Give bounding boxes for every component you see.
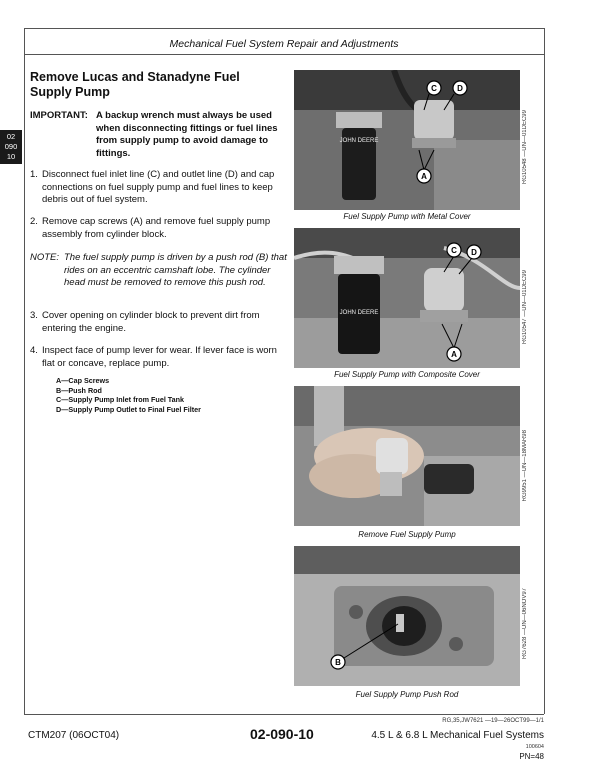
callout-label: C bbox=[431, 84, 437, 93]
footer-page-number: 02-090-10 bbox=[250, 726, 314, 742]
figure-code: RG10547 —UN—01DEC99 bbox=[522, 270, 528, 345]
header-rule bbox=[24, 28, 544, 29]
side-tab-line: 10 bbox=[6, 152, 16, 161]
important-notice bbox=[30, 110, 285, 160]
important-label: IMPORTANT: bbox=[30, 110, 88, 121]
step-item bbox=[30, 310, 288, 335]
figure-remove-pump-photo bbox=[294, 386, 520, 526]
footer-manual-id: CTM207 (06OCT04) bbox=[28, 730, 120, 741]
frame-right-rule bbox=[544, 54, 545, 714]
legend-item: A—Cap Screws bbox=[56, 376, 110, 385]
filter-brand-text: JOHN DEERE bbox=[339, 138, 379, 144]
legend-item: B—Push Rod bbox=[56, 385, 102, 395]
figure-code: RG7628 —UN—06NOV97 bbox=[522, 588, 528, 660]
step-number: 3. bbox=[30, 310, 38, 321]
header-divider bbox=[24, 54, 544, 55]
important-text: A backup wrench must always be used when disconnecting fittings or fuel lines from supply pump to avoid damage to fittings. bbox=[96, 110, 278, 159]
note-block bbox=[30, 252, 288, 290]
step-text: Remove cap screws (A) and remove fuel supply pump assembly from cylinder block. bbox=[42, 216, 271, 240]
callout-label: A bbox=[451, 350, 457, 359]
figure-caption: Remove Fuel Supply Pump bbox=[358, 530, 456, 539]
step-item bbox=[30, 216, 288, 241]
footer-manual-title: 4.5 L & 6.8 L Mechanical Fuel Systems bbox=[371, 730, 544, 741]
step-number: 1. bbox=[30, 169, 38, 180]
step-number: 2. bbox=[30, 216, 38, 227]
callout-label: C bbox=[451, 246, 457, 255]
note-text: The fuel supply pump is driven by a push rod (B) that rides on an eccentric camshaft lobe. The cylinder head must be removed to remove this push rod. bbox=[64, 252, 287, 288]
figure-caption: Fuel Supply Pump Push Rod bbox=[355, 690, 459, 699]
step-item bbox=[30, 169, 288, 207]
section-title: Remove Lucas and Stanadyne Fuel Supply Pump bbox=[30, 70, 240, 99]
step-item bbox=[30, 345, 288, 370]
step-text: Cover opening on cylinder block to prevent dirt from entering the engine. bbox=[42, 310, 260, 334]
figure-caption: Fuel Supply Pump with Metal Cover bbox=[343, 212, 471, 221]
callout-label: D bbox=[457, 84, 463, 93]
step-number: 4. bbox=[30, 345, 38, 356]
reference-code: RG,35,JW7621 —19—26OCT99—1/1 bbox=[442, 718, 544, 724]
frame-left-rule bbox=[24, 54, 25, 714]
filter-brand-text: JOHN DEERE bbox=[339, 310, 379, 316]
figure-code: RG10548 —UN—01DEC99 bbox=[522, 110, 528, 185]
page-header-title: Mechanical Fuel System Repair and Adjustments bbox=[169, 38, 399, 50]
figure-push-rod-photo bbox=[294, 546, 520, 686]
figure-code: RG9951 —UN—18MAR98 bbox=[522, 430, 528, 502]
footer-date: 100604 bbox=[525, 744, 544, 750]
section-side-tab bbox=[0, 130, 22, 164]
header-rule-right bbox=[544, 28, 545, 54]
footer-pn: PN=48 bbox=[519, 752, 544, 761]
side-tab-line: 090 bbox=[4, 142, 18, 151]
legend-item: D—Supply Pump Outlet to Final Fuel Filter bbox=[56, 404, 201, 414]
figure-metal-cover-photo bbox=[294, 70, 520, 210]
step-text: Disconnect fuel inlet line (C) and outlet line (D) and cap connections on fuel supply pump and fuel lines to keep debris out of fuel system. bbox=[42, 169, 275, 205]
callout-label: A bbox=[421, 172, 427, 181]
side-tab-line: 02 bbox=[6, 132, 16, 141]
legend-item: C—Supply Pump Inlet from Fuel Tank bbox=[56, 395, 185, 405]
figure-caption: Fuel Supply Pump with Composite Cover bbox=[334, 370, 480, 379]
callout-label: B bbox=[335, 658, 341, 667]
figure-composite-cover-photo bbox=[294, 228, 520, 368]
callout-label: D bbox=[471, 248, 477, 257]
callout-legend bbox=[56, 376, 286, 414]
note-label: NOTE: bbox=[30, 252, 60, 263]
frame-bottom-rule bbox=[24, 714, 544, 715]
step-text: Inspect face of pump lever for wear. If lever face is worn flat or concave, replace pump. bbox=[42, 345, 277, 369]
